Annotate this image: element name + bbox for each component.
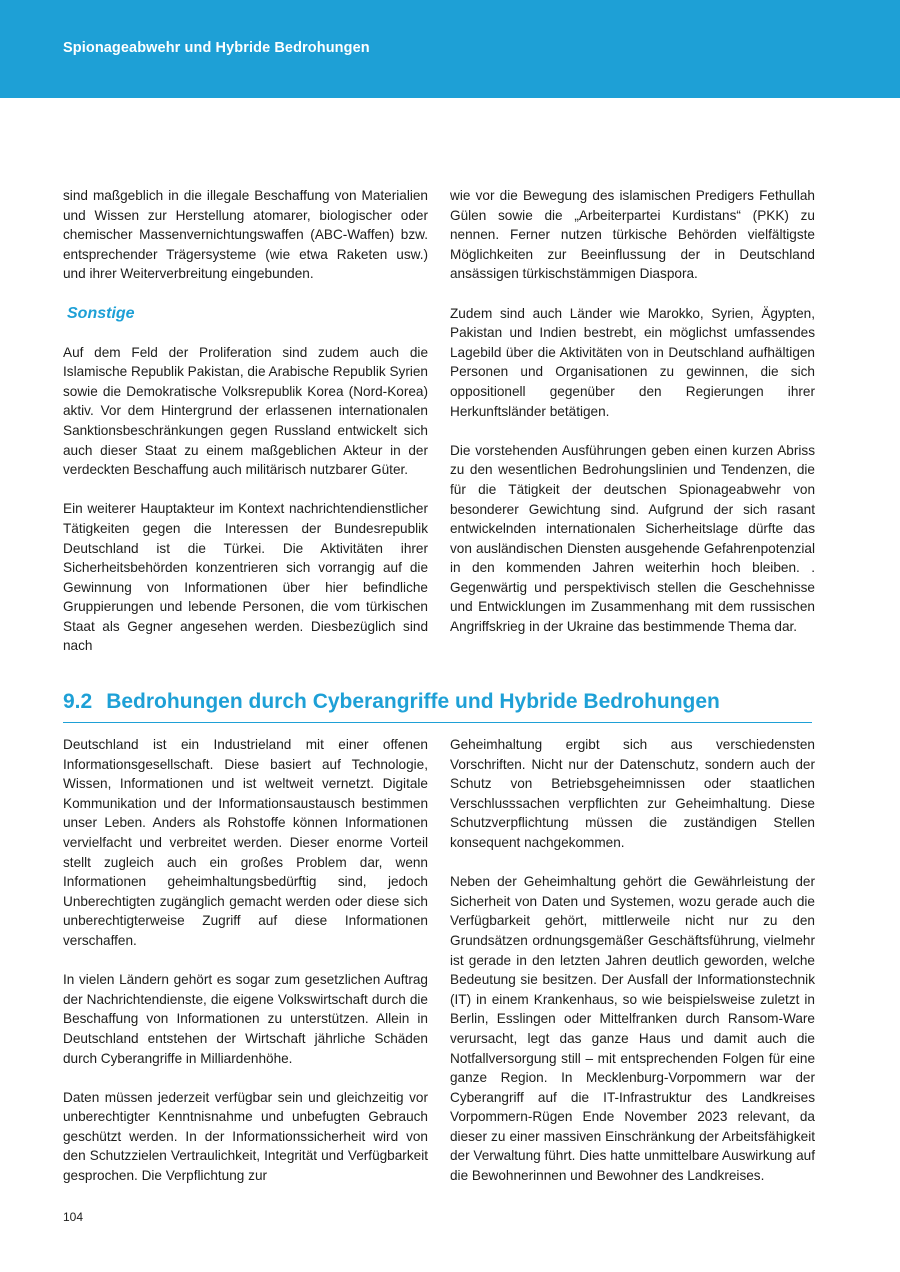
paragraph: Zudem sind auch Länder wie Marokko, Syrien, Ägypten, Pakistan und Indien bestrebt, ein möglichst umfassendes Lagebild über die Aktivitäten von in Deutschland aufhältigen Personen und Organisationen zu gewinnen, die sich oppositionell gegenüber den Regierungen ihrer Herkunftsländer betätigen. (450, 305, 815, 419)
paragraph: Deutschland ist ein Industrieland mit einer offenen Informationsgesellschaft. Diese basiert auf Technologie, Wissen, Informationen und ist weltweit vernetzt. Digitale Kommunikation und der Informationsaustausch bestimmen unser Leben. Anders als Rohstoffe können Informationen vervielfacht und verbreitet werden. Dieser enorme Vorteil stellt zugleich auch ein großes Problem dar, wenn Informationen geheimhaltungsbedürftig sind, jedoch Unberechtigten zugänglich gemacht werden oder diese sich unberechtigterweise Zugriff auf diese Informationen verschaffen. (63, 737, 428, 948)
paragraph: Daten müssen jederzeit verfügbar sein und gleichzeitig vor unberechtigter Kenntnisnahme und unbefugten Gebrauch geschützt werden. In der Informationssicherheit wird von den Schutzzielen Vertraulichkeit, Integrität und Verfügbarkeit gesprochen. Die Verpflichtung zur (63, 1089, 428, 1184)
paragraph: sind maßgeblich in die illegale Beschaffung von Materialien und Wissen zur Herstellung atomarer, biologischer oder chemischer Massenvernichtungswaffen (ABC-Waffen) bzw. entsprechender Trägersysteme (wie etwa Raketen usw.) und ihrer Weiterverbreitung eingebunden. (63, 188, 428, 282)
top-right-column (450, 186, 815, 637)
paragraph: wie vor die Bewegung des islamischen Predigers Fethullah Gülen sowie die „Arbeiterpartei Kurdistans“ (PKK) zu nennen. Ferner nutzen türkische Behörden vielfältigste Möglichkeiten zur Beeinflussung der in Deutschland ansässigen türkischstämmigen Diaspora. (450, 188, 815, 282)
section-number: 9.2 (63, 690, 93, 713)
paragraph: In vielen Ländern gehört es sogar zum gesetzlichen Auftrag der Nachrichtendienste, die eigene Volkswirtschaft durch die Beschaffung von Informationen zu unterstützen. Allein in Deutschland entstehen der Wirtschaft jährliche Schäden durch Cyberangriffe in Milliardenhöhe. (63, 972, 428, 1066)
paragraph: Ein weiterer Hauptakteur im Kontext nachrichtendienstlicher Tätigkeiten gegen die Interessen der Bundesrepublik Deutschland ist die Türkei. Die Aktivitäten ihrer Sicherheitsbehörden konzentrieren sich vorrangig auf die Gewinnung von Informationen über hier befindliche Gruppierungen und lebende Personen, die vom türkischen Staat als Gegner angesehen werden. Diesbezüglich sind nach (63, 501, 428, 654)
bottom-right-column (450, 735, 815, 1186)
top-left-column (63, 186, 428, 656)
running-header-title: Spionageabwehr und Hybride Bedrohungen (63, 40, 370, 56)
paragraph: Auf dem Feld der Proliferation sind zudem auch die Islamische Republik Pakistan, die Arabische Republik Syrien sowie die Demokratische Volksrepublik Korea (Nord-Korea) aktiv. Vor dem Hintergrund der erlassenen internationalen Sanktionsbeschränkungen gegen Russland entwickelt sich auch dieser Staat zu einem maßgeblichen Akteur in der verdeckten Beschaffung auch militärisch nutzbarer Güter. (63, 344, 428, 478)
paragraph: Die vorstehenden Ausführungen geben einen kurzen Abriss zu den wesentlichen Bedrohungslinien und Tendenzen, die für die Tätigkeit der deutschen Spionageabwehr von besonderer Gewichtung sind. Aufgrund der sich rasant entwickelnden internationalen Sicherheitslage dürfte das von ausländischen Diensten ausgehende Gefahrenpotenzial in den kommenden Jahren weiterhin hoch bleiben. . Gegenwärtig und perspektivisch stellen die Geschehnisse und Entwicklungen im Zusammenhang mit dem russischen Angriffskrieg in der Ukraine das bestimmende Thema dar. (450, 442, 815, 635)
bottom-left-column (63, 735, 428, 1186)
section-title: Bedrohungen durch Cyberangriffe und Hybride Bedrohungen (106, 690, 720, 713)
paragraph: Neben der Geheimhaltung gehört die Gewährleistung der Sicherheit von Daten und Systemen, wozu gerade auch die Verfügbarkeit gehört, mittlerweile nicht nur zu den Grundsätzen ordnungsgemäßer Geschäftsführung, vielmehr ist gerade in den letzten Jahren deutlich geworden, welche Bedeutung sie besitzen. Der Ausfall der Informationstechnik (IT) in einem Krankenhaus, so wie beispielsweise zuletzt in Berlin, Esslingen oder Mittelfranken durch Ransom-Ware verursacht, legt das ganze Haus und damit auch die Notfallversorgung still – mit entsprechenden Folgen für eine ganze Region. In Mecklenburg-Vorpommern war der Cyberangriff auf die IT-Infrastruktur des Landkreises Vorpommern-Rügen Ende November 2023 relevant, da dieser zu einer massiven Einschränkung der Arbeitsfähigkeit der Verwaltung führt. Dies hatte unmittelbare Auswirkung auf die Bewohnerinnen und Bewohner des Landkreises. (450, 874, 815, 1184)
subheading-sonstige: Sonstige (67, 304, 135, 322)
paragraph: Geheimhaltung ergibt sich aus verschiedensten Vorschriften. Nicht nur der Datenschutz, sondern auch der Schutz von Betriebsgeheimnissen oder staatlichen Verschlusssachen verpflichten zur Geheimhaltung. Diese Schutzverpflichtung müssen die zuständigen Stellen konsequent nachgekommen. (450, 737, 815, 850)
section-heading (63, 689, 812, 723)
page-number: 104 (63, 1210, 84, 1224)
header-band (0, 0, 900, 98)
